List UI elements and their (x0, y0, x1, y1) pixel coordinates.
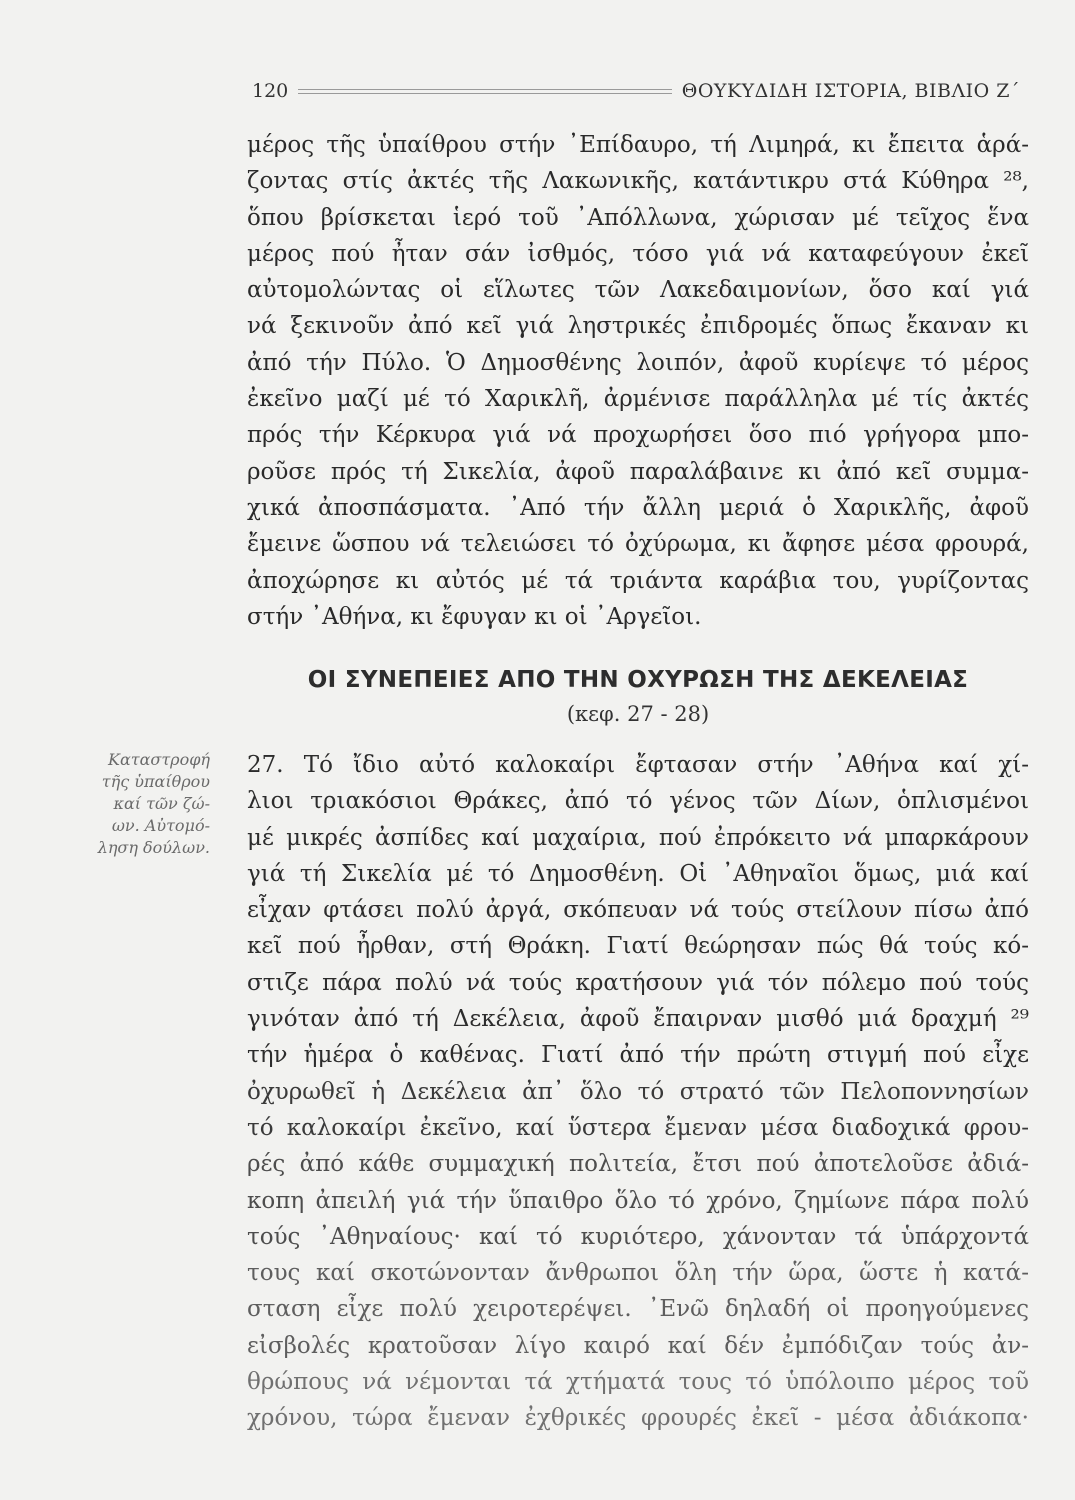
paragraph-1 (247, 127, 1029, 635)
text-line: 27. Τό ἴδιο αὐτό καλοκαίρι ἔφτασαν στήν ᾿Αθήνα καί χί- (247, 752, 1029, 778)
text-line: ἔμεινε ὥσπου νά τελειώσει τό ὀχύρωμα, κι ἄφησε μέσα φρουρά, (247, 531, 1029, 558)
paragraph-2 (247, 747, 1029, 1437)
margin-note-line: ληση δούλων. (97, 838, 210, 857)
text-line: γιά τή Σικελία μέ τό Δημοσθένη. Οἱ ᾿Αθηναῖοι ὅμως, μιά καί (247, 860, 1029, 887)
margin-note-line: ων. Αὐτομό- (111, 816, 210, 835)
text-line: τήν ἡμέρα ὁ καθένας. Γιατί ἀπό τήν πρώτη στιγμή πού εἶχε (247, 1042, 1029, 1069)
text-line: ὅπου βρίσκεται ἱερό τοῦ ᾿Απόλλωνα, χώρισαν μέ τεῖχος ἕνα (247, 204, 1029, 231)
text-line: ἀποχώρησε κι αὐτός μέ τά τριάντα καράβια του, γυρίζοντας (247, 567, 1029, 594)
text-line: μέρος τῆς ὑπαίθρου στήν ᾿Επίδαυρο, τή Λιμηρά, κι ἔπειτα ἁρά- (247, 132, 1029, 158)
margin-note-line: καί τῶν ζώ- (113, 794, 210, 813)
text-line: χικά ἀποσπάσματα. ᾿Από τήν ἄλλη μεριά ὁ Χαρικλῆς, ἀφοῦ (247, 494, 1029, 521)
text-line: μέρος πού ἦταν σάν ἰσθμός, τόσο γιά νά καταφεύγουν ἐκεῖ (247, 240, 1029, 267)
margin-note (60, 749, 210, 859)
text-line: ρές ἀπό κάθε συμμαχική πολιτεία, ἔτσι πού ἀποτελοῦσε ἀδιά- (247, 1151, 1029, 1178)
running-title: ΘΟΥΚΥΔΙΔΗ ΙΣΤΟΡΙΑ, ΒΙΒΛΙΟ Ζ΄ (681, 80, 1020, 102)
text-line: γινόταν ἀπό τή Δεκέλεια, ἀφοῦ ἔπαιρναν μισθό μιά δραχμή ²⁹ (247, 1006, 1029, 1033)
text-line: κοπη ἀπειλή γιά τήν ὕπαιθρο ὅλο τό χρόνο, ζημίωνε πάρα πολύ (247, 1187, 1029, 1214)
text-line: πρός τήν Κέρκυρα γιά νά προχωρήσει ὅσο πιό γρήγορα μπο- (247, 422, 1029, 449)
text-line: χρόνου, τώρα ἔμεναν ἐχθρικές φρουρές ἐκεῖ - μέσα ἀδιάκοπα· (247, 1405, 1029, 1432)
text-line: τούς ᾿Αθηναίους· καί τό κυριότερο, χάνονταν τά ὑπάρχοντά (247, 1223, 1029, 1250)
text-line: ζοντας στίς ἀκτές τῆς Λακωνικῆς, κατάντικρυ στά Κύθηρα ²⁸, (247, 168, 1029, 195)
text-line: ὀχυρωθεῖ ἡ Δεκέλεια ἀπ᾿ ὅλο τό στρατό τῶν Πελοποννησίων (247, 1078, 1029, 1105)
text-line: σταση εἶχε πολύ χειροτερέψει. ᾿Ενῶ δηλαδή οἱ προηγούμενες (247, 1296, 1029, 1323)
page-header (252, 78, 1020, 104)
text-line: μέ μικρές ἀσπίδες καί μαχαίρια, πού ἐπρόκειτο νά μπαρκάρουν (247, 824, 1029, 851)
text-line: τό καλοκαίρι ἐκεῖνο, καί ὕστερα ἔμεναν μέσα διαδοχικά φρου- (247, 1114, 1029, 1141)
text-line: θρώπους νά νέμονται τά χτήματά τους τό ὑπόλοιπο μέρος τοῦ (247, 1369, 1029, 1396)
text-line: στήν ᾿Αθήνα, κι ἔφυγαν κι οἱ ᾿Αργεῖοι. (247, 603, 702, 630)
text-line: ἐκεῖνο μαζί μέ τό Χαρικλῆ, ἀρμένισε παράλληλα μέ τίς ἀκτές (247, 386, 1029, 413)
text-line: ροῦσε πρός τή Σικελία, ἀφοῦ παραλάβαινε κι ἀπό κεῖ συμμα- (247, 458, 1029, 485)
margin-note-line: Καταστροφή (107, 750, 210, 769)
text-line: τους καί σκοτώνονταν ἄνθρωποι ὅλη τήν ὥρα, ὥστε ἡ κατά- (247, 1260, 1029, 1287)
section-heading: ΟΙ ΣΥΝΕΠΕΙΕΣ ΑΠΟ ΤΗΝ ΟΧΥΡΩΣΗ ΤΗΣ ΔΕΚΕΛΕΙΑΣ (307, 667, 969, 693)
header-rule (298, 89, 671, 94)
text-line: αὐτομολώντας οἱ εἵλωτες τῶν Λακεδαιμονίων, ὅσο καί γιά (247, 277, 1029, 304)
text-line: εἰσβολές κρατοῦσαν λίγο καιρό καί δέν ἐμπόδιζαν τούς ἀν- (247, 1332, 1029, 1359)
text-line: ἀπό τήν Πύλο. Ὁ Δημοσθένης λοιπόν, ἀφοῦ κυρίεψε τό μέρος (247, 349, 1029, 376)
page-number: 120 (252, 80, 289, 102)
text-line: κεῖ πού ἦρθαν, στή Θράκη. Γιατί θεώρησαν πώς θά τούς κό- (247, 933, 1029, 960)
text-line: λιοι τριακόσιοι Θράκες, ἀπό τό γένος τῶν Δίων, ὁπλισμένοι (247, 788, 1029, 815)
text-line: στιζε πάρα πολύ νά τούς κρατήσουν γιά τόν πόλεμο πού τούς (247, 969, 1029, 996)
text-line: εἶχαν φτάσει πολύ ἀργά, σκόπευαν νά τούς στείλουν πίσω ἀπό (247, 897, 1029, 924)
margin-note-line: τῆς ὑπαίθρου (101, 772, 210, 791)
chapter-reference: (κεφ. 27 - 28) (566, 702, 710, 726)
text-line: νά ξεκινοῦν ἀπό κεῖ γιά ληστρικές ἐπιδρομές ὅπως ἔκαναν κι (247, 313, 1029, 340)
